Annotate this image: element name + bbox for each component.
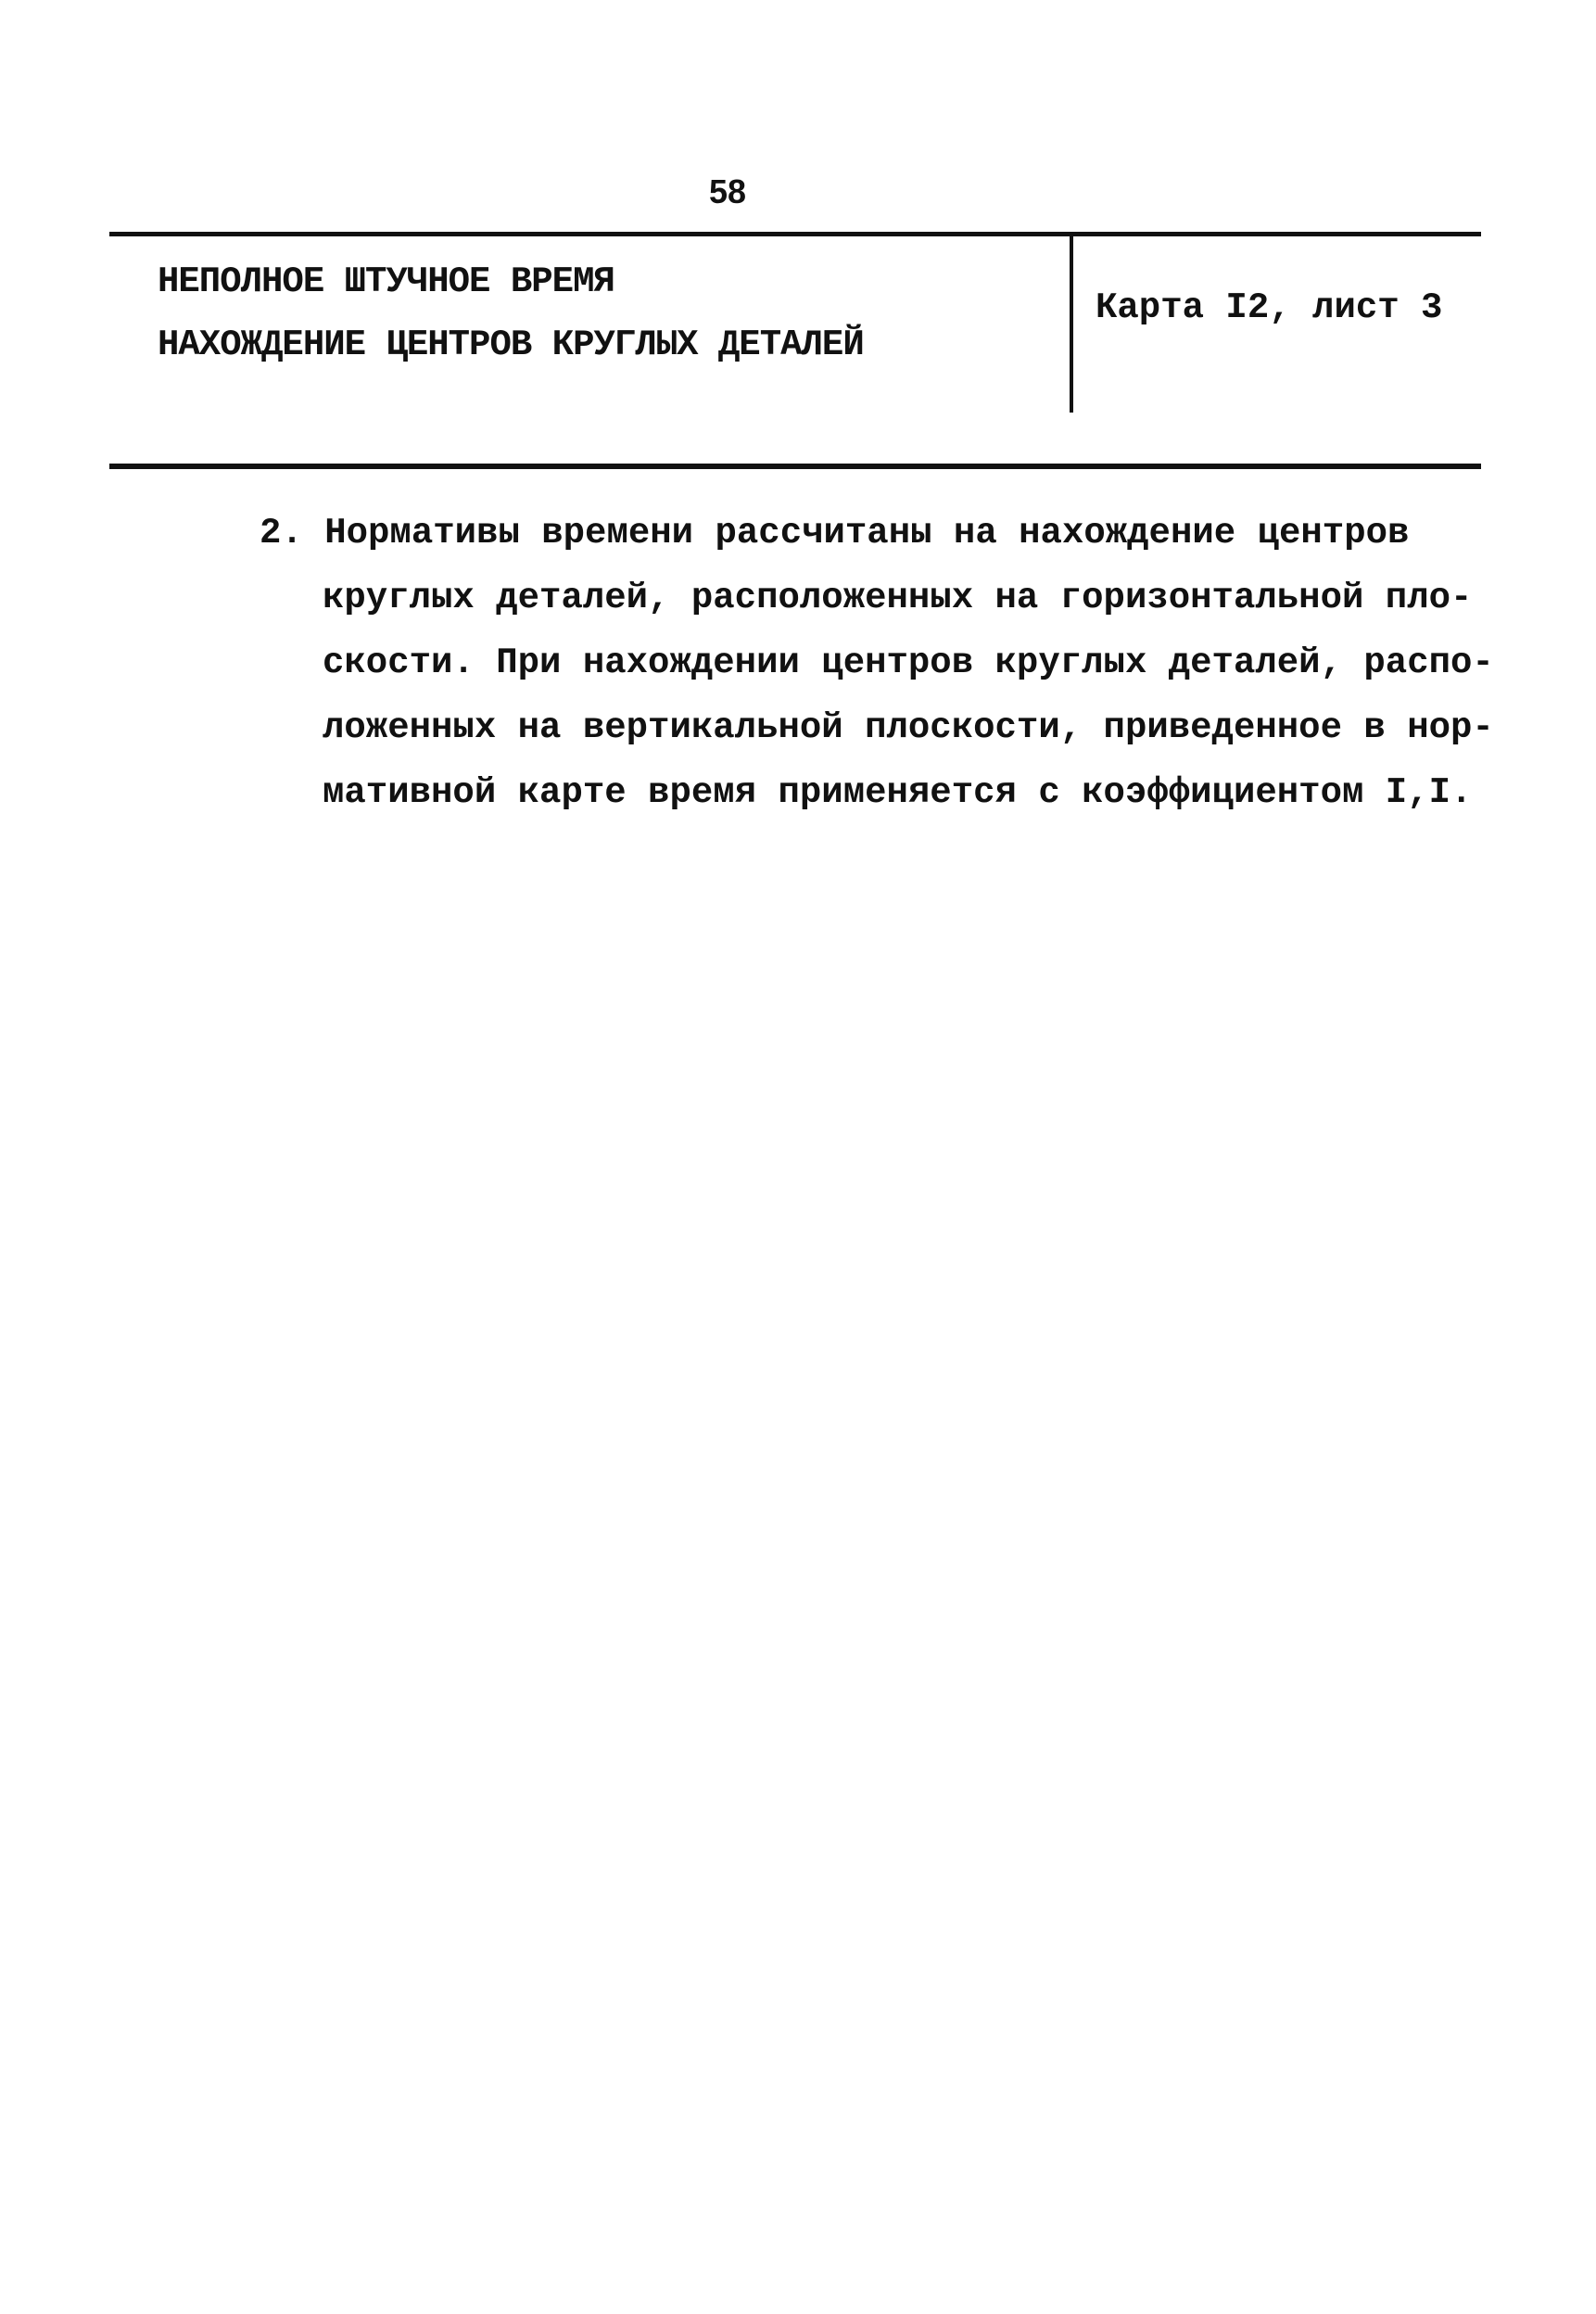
note-line: 2. Нормативы времени рассчитаны на нахождение центров xyxy=(260,513,1410,553)
note-line: скости. При нахождении центров круглых деталей, распо- xyxy=(323,642,1494,683)
note-paragraph xyxy=(260,501,1494,825)
header-title-line-1: НЕПОЛНОЕ ШТУЧНОЕ ВРЕМЯ xyxy=(158,261,614,302)
header-vertical-divider xyxy=(1070,236,1073,413)
page-number: 58 xyxy=(708,172,747,210)
note-line: круглых деталей, расположенных на горизонтальной пло- xyxy=(323,578,1473,618)
card-reference: Карта I2, лист 3 xyxy=(1096,287,1443,328)
note-line: ложенных на вертикальной плоскости, приведенное в нор- xyxy=(323,707,1494,748)
note-line: мативной карте время применяется с коэффициентом I,I. xyxy=(323,772,1473,813)
header-bottom-rule xyxy=(109,464,1481,469)
header-title-line-2: НАХОЖДЕНИЕ ЦЕНТРОВ КРУГЛЫХ ДЕТАЛЕЙ xyxy=(158,324,864,365)
header-top-rule xyxy=(109,232,1481,236)
